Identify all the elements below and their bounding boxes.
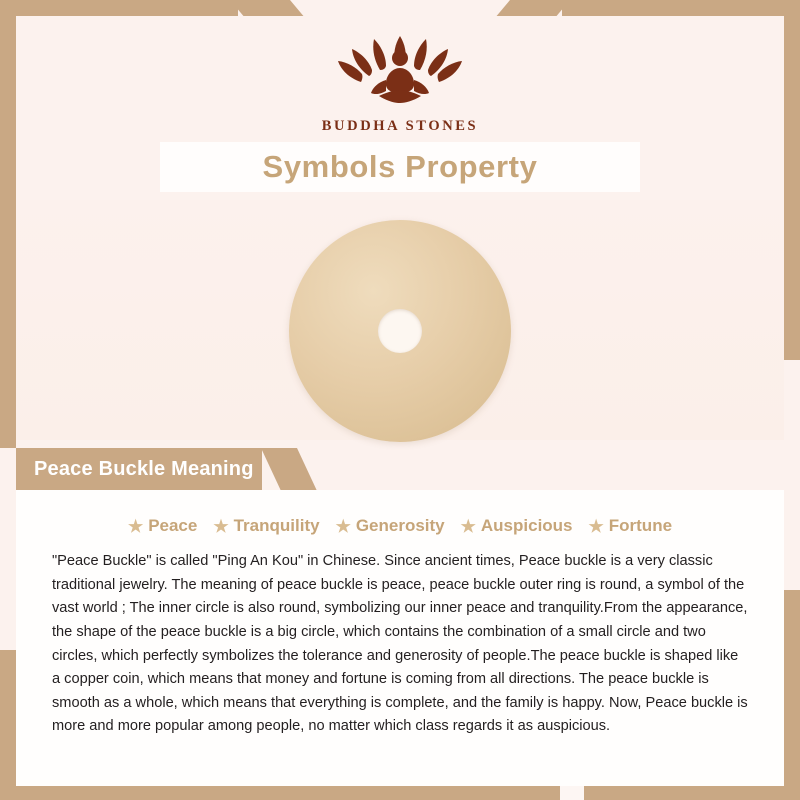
keyword-item: [336, 516, 445, 536]
decor-top-left-bar: [0, 0, 238, 16]
brand-name: BUDDHA STONES: [321, 118, 479, 134]
decor-bottom-right-strip: [784, 590, 800, 800]
star-icon: ★: [335, 516, 351, 536]
decor-top-left-diagonal: [230, 0, 303, 16]
hero-image-area: [16, 200, 784, 440]
page-title: Symbols Property: [262, 149, 538, 184]
star-icon: ★: [460, 516, 476, 536]
keyword-item: [589, 516, 673, 536]
peace-buckle-disc: [289, 220, 511, 442]
keyword-list: [16, 490, 784, 536]
keyword-label: Tranquility: [233, 516, 320, 535]
keyword-label: Peace: [148, 516, 198, 535]
decor-bottom-bar: [0, 786, 800, 800]
section-title: Peace Buckle Meaning: [34, 457, 254, 480]
brand-logo: [0, 22, 800, 135]
keyword-item: [128, 516, 197, 536]
keyword-label: Fortune: [608, 516, 673, 535]
star-icon: ★: [213, 516, 229, 536]
keyword-label: Generosity: [355, 516, 445, 535]
page-title-banner: [160, 142, 640, 192]
decor-left-notch: [0, 418, 16, 448]
keyword-item: [461, 516, 573, 536]
description-paragraph: "Peace Buckle" is called "Ping An Kou" in Chinese. Since ancient times, Peace buckle is a very classic traditional jewelry. The meaning of peace buckle is peace, peace buckle outer ring is round, a symbol of the vast world ; The inner circle is also round, symbolizing our inner peace and tranquility.From the appearance, the shape of the peace buckle is a big circle, which contains the combination of a small circle and two circles, which perfectly symbolizes the tolerance and generosity of people.The peace buckle is shaped like a copper coin, which means that money and fortune is coming from all directions. The peace buckle is smooth as a whole, which means that everything is complete, and the family is happy. Now, Peace buckle is more and more popular among people, no matter which class regards it as auspicious.: [52, 553, 748, 735]
peace-buckle-inner-hole: [378, 309, 422, 353]
section-ribbon-body: [16, 448, 262, 490]
keyword-item: [213, 516, 319, 536]
decor-top-right-bar: [562, 0, 800, 16]
content-panel: [16, 490, 784, 786]
section-ribbon: [16, 448, 297, 490]
decor-bottom-notch: [560, 786, 584, 800]
keyword-label: Auspicious: [480, 516, 573, 535]
star-icon: ★: [127, 516, 144, 536]
decor-bottom-left-strip: [0, 650, 16, 800]
lotus-meditation-figure-icon: [325, 22, 475, 114]
star-icon: ★: [588, 516, 604, 536]
